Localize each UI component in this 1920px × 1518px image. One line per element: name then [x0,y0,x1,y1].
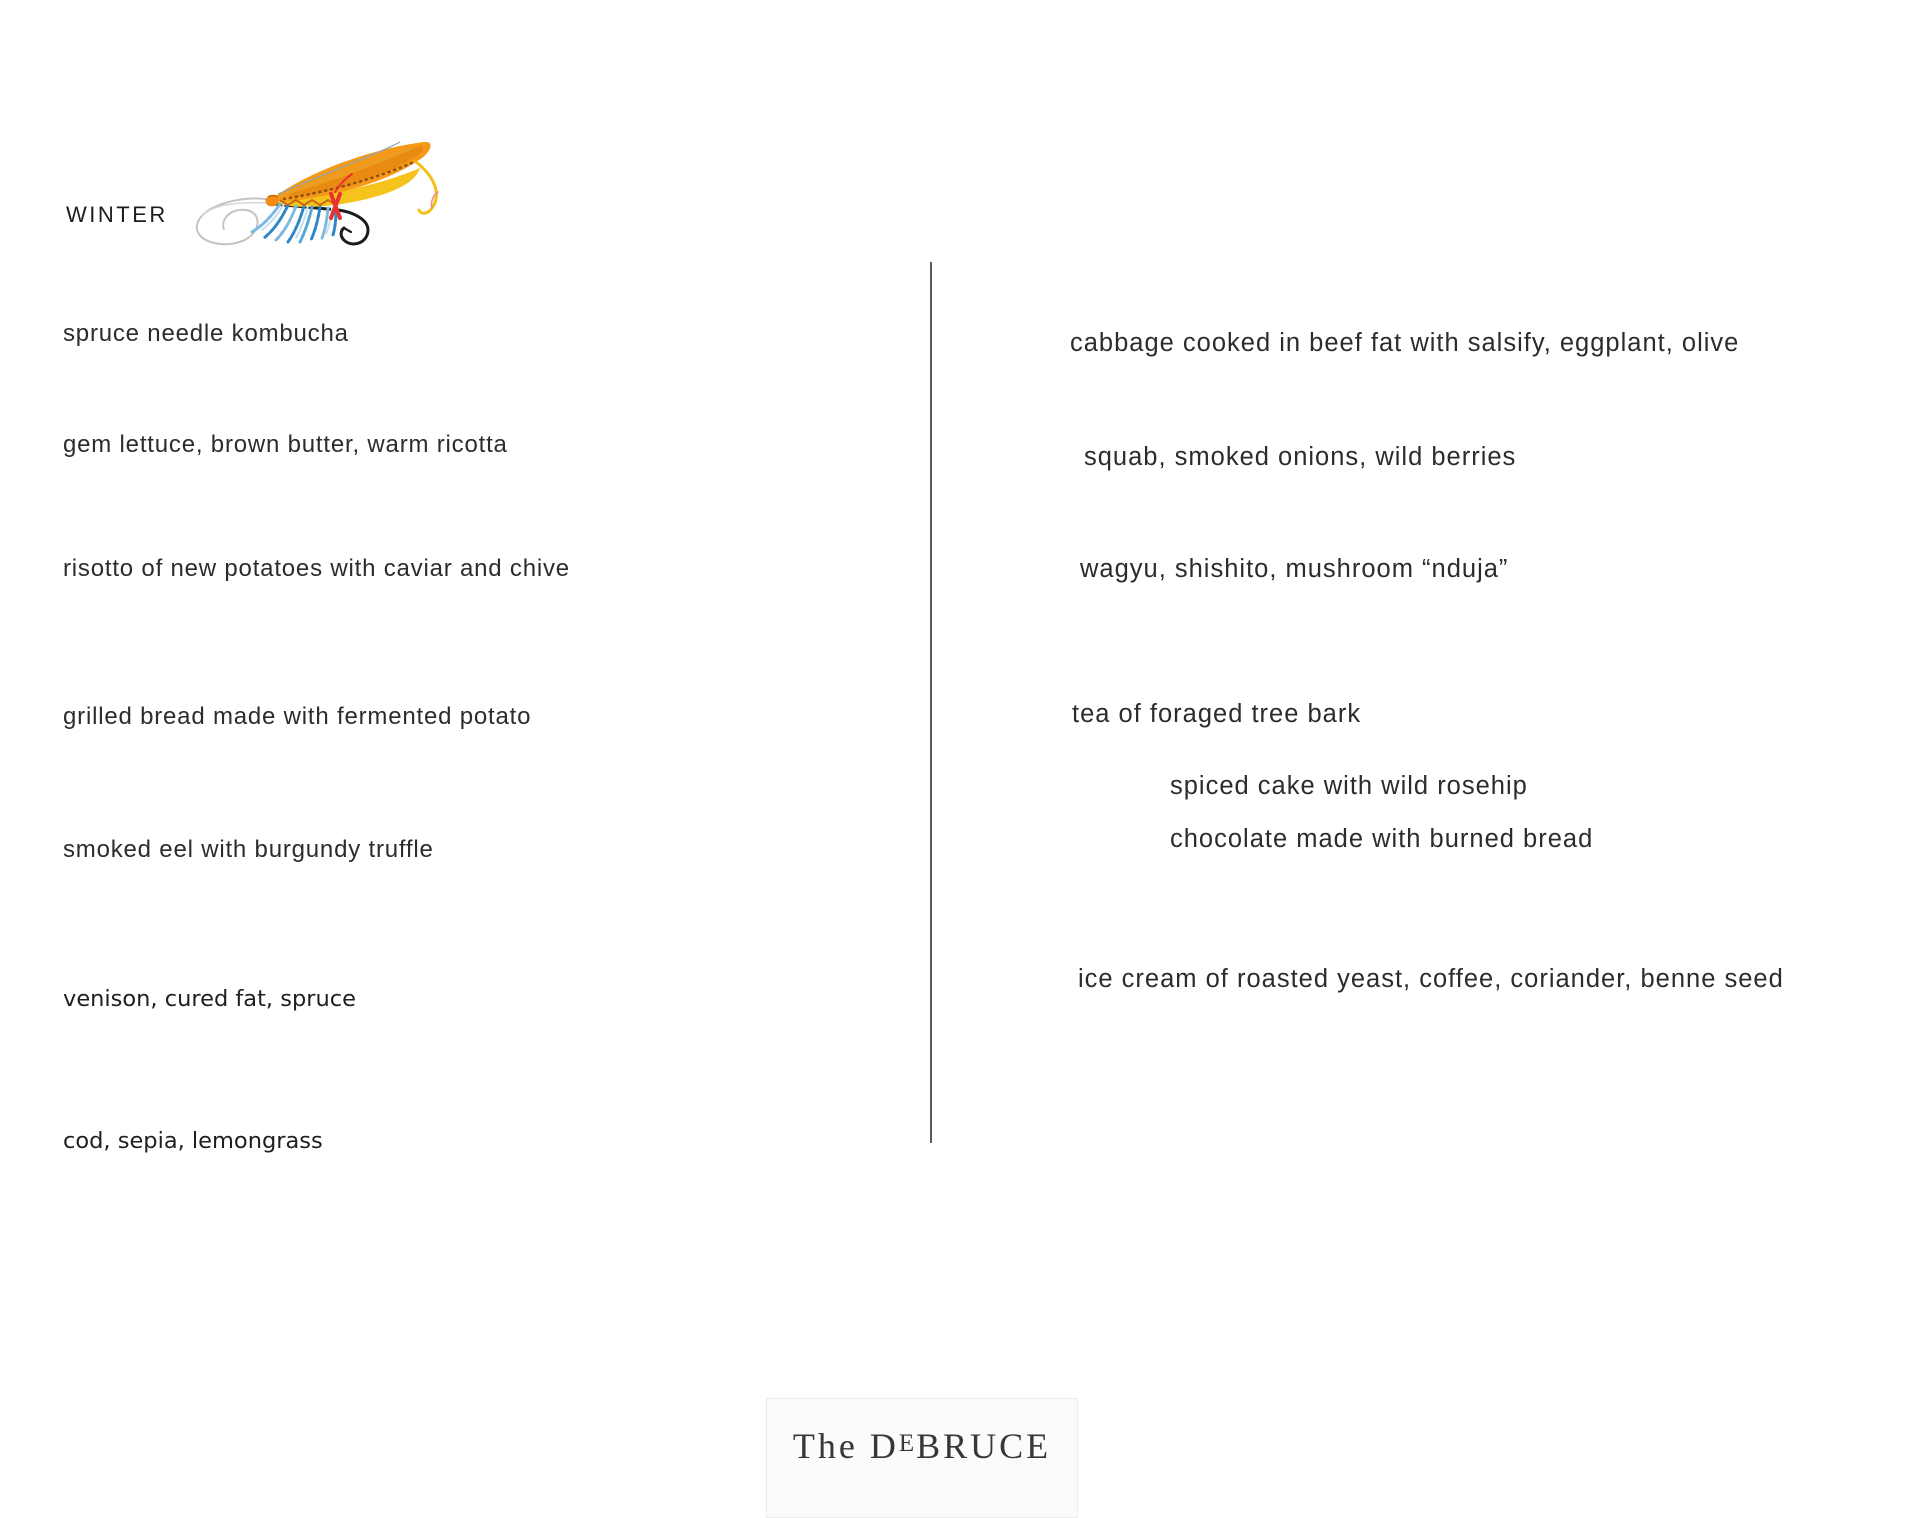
menu-item: spiced cake with wild rosehip [1170,772,1528,800]
fishing-fly-icon [188,132,450,254]
fly-leader-loop [197,198,270,244]
fly-head [266,196,279,207]
menu-item: grilled bread made with fermented potato [63,703,532,730]
menu-item: spruce needle kombucha [63,320,349,347]
restaurant-logo [793,1425,1051,1467]
menu-item: cabbage cooked in beef fat with salsify, eggplant, olive [1070,329,1740,357]
menu-item: smoked eel with burgundy truffle [63,836,434,863]
menu-item: tea of foraged tree bark [1072,700,1362,728]
menu-item: chocolate made with burned bread [1170,825,1594,853]
season-label: WINTER [66,202,168,227]
menu-item: venison, cured fat, spruce [63,986,356,1012]
menu-item: wagyu, shishito, mushroom “nduja” [1080,555,1509,583]
logo-prefix: The D [792,1426,899,1466]
menu-item: gem lettuce, brown butter, warm ricotta [63,431,508,458]
logo-suffix: BRUCE [916,1426,1052,1466]
menu-item: squab, smoked onions, wild berries [1084,443,1517,471]
logo-smallcap-e: E [898,1430,917,1457]
menu-item: ice cream of roasted yeast, coffee, coriander, benne seed [1078,965,1784,993]
menu-item: risotto of new potatoes with caviar and chive [63,555,570,582]
restaurant-logo-box [766,1398,1078,1518]
menu-item: cod, sepia, lemongrass [63,1128,323,1154]
column-divider [930,262,932,1143]
